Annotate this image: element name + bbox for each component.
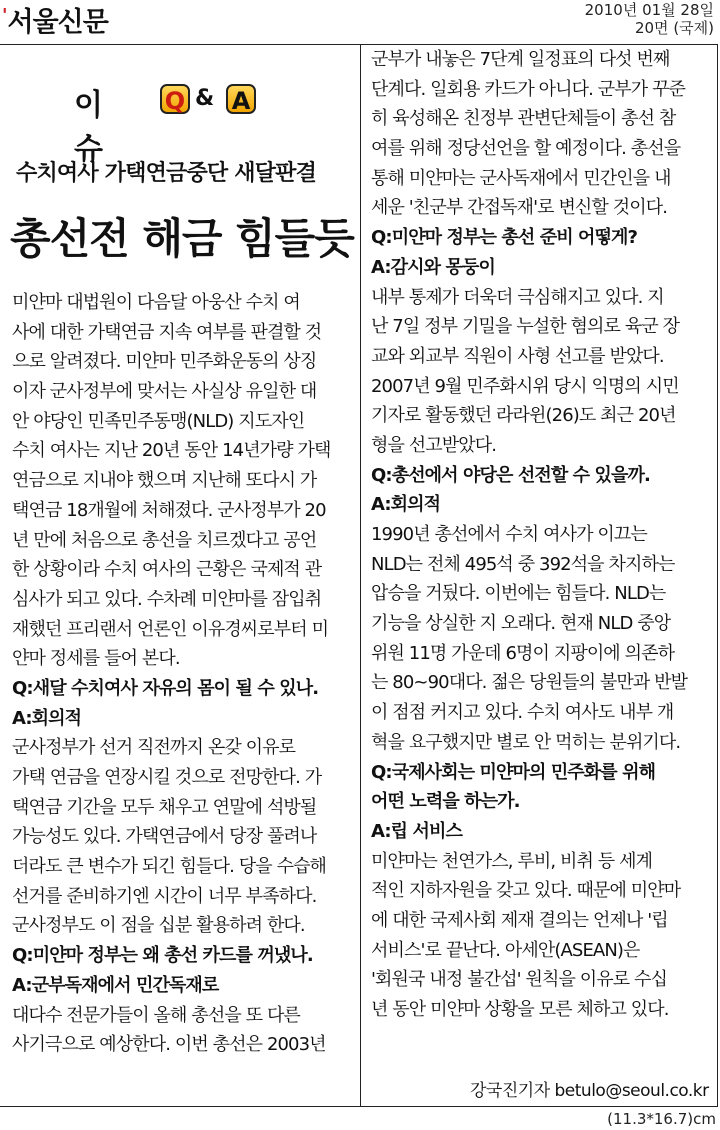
body-line: 통해 미얀마는 군사독재에서 민간인을 내 — [371, 167, 671, 189]
qa-line: Q:총선에서 야당은 선전할 수 있을까. — [371, 464, 650, 486]
subheadline: 수치여사 가택연금중단 새달판결 — [16, 161, 317, 186]
body-line: 1990년 총선에서 수치 여사가 이끄는 — [371, 524, 647, 545]
qa-line: 어떤 노력을 하는가. — [371, 791, 520, 813]
body-line: 형을 선고받았다. — [371, 434, 497, 456]
left-body-text — [12, 288, 352, 1060]
body-line: 이 점점 커지고 있다. 수치 여사도 내부 개 — [371, 702, 674, 724]
headline: 총선전 해금 힘들듯 — [10, 214, 354, 263]
masthead — [0, 0, 720, 44]
body-line: 심사가 되고 있다. 수차례 미얀마를 잠입취 — [12, 588, 322, 610]
body-line: 에 대한 국제사회 제재 결의는 언제나 '립 — [371, 909, 668, 931]
body-line: 년 만에 처음으로 총선을 치르겠다고 공언 — [12, 529, 317, 551]
body-line: 적인 지하자원을 갖고 있다. 때문에 미얀마 — [371, 880, 681, 902]
ampersand: & — [195, 86, 215, 111]
body-line: 택연금 기간을 모두 채우고 연말에 석방될 — [12, 796, 317, 818]
body-line: 한 상황이라 수치 여사의 근황은 국제적 관 — [12, 559, 322, 581]
body-line: 가능성도 있다. 가택연금에서 당장 풀려나 — [12, 826, 317, 848]
body-line: 2007년 9월 민주화시위 당시 익명의 시민 — [371, 375, 679, 397]
qa-line: Q:새달 수치여사 자유의 몸이 될 수 있나. — [12, 677, 319, 699]
body-line: 이자 군사정부에 맞서는 사실상 유일한 대 — [12, 381, 317, 403]
qa-line: A:회의적 — [12, 707, 82, 729]
body-line: 내부 통제가 더욱더 극심해지고 있다. 지 — [371, 286, 664, 308]
newspaper-logo — [2, 0, 108, 39]
body-line: 군부가 내놓은 7단계 일정표의 다섯 번째 — [371, 49, 670, 70]
qa-line: A:감시와 몽둥이 — [371, 256, 495, 278]
body-line: 안 야당인 민족민주동맹(NLD) 지도자인 — [12, 410, 305, 432]
byline: 강국진기자 betulo@seoul.co.kr — [470, 1081, 709, 1101]
body-line: 군사정부가 선거 직전까지 온갖 이유로 — [12, 737, 296, 759]
clipping-size: (11.3*16.7)cm — [607, 1110, 716, 1128]
body-line: 사에 대한 가택연금 지속 여부를 판결할 것 — [12, 321, 322, 343]
logo-mark: ' — [2, 5, 7, 26]
body-line: 여를 위해 정당선언을 할 예정이다. 총선을 — [371, 138, 681, 160]
issue-label: 이슈 — [74, 88, 102, 167]
body-line: 위원 11명 가운데 6명이 지팡이에 의존하 — [371, 642, 675, 664]
body-line: 얀마 정세를 들어 본다. — [12, 648, 180, 670]
body-line: 대다수 전문가들이 올해 총선을 또 다른 — [12, 1004, 300, 1026]
qa-line: Q:미얀마 정부는 총선 준비 어떻게? — [371, 227, 638, 249]
body-line: 압승을 거뒀다. 이번에는 힘들다. NLD는 — [371, 583, 666, 605]
publication-date: 2010년 01월 28일 — [584, 1, 714, 19]
qa-line: Q:미얀마 정부는 왜 총선 카드를 꺼냈나. — [12, 945, 313, 967]
body-line: 난 7일 정부 기밀을 누설한 혐의로 육군 장 — [371, 316, 680, 338]
body-line: 군사정부도 이 점을 십분 활용하려 한다. — [12, 915, 305, 937]
body-line: 년 동안 미얀마 상황을 모른 체하고 있다. — [371, 999, 669, 1020]
body-line: 서비스'로 끝난다. 아세안(ASEAN)은 — [371, 939, 640, 961]
body-line: 가택 연금을 연장시킬 것으로 전망한다. 가 — [12, 767, 322, 788]
body-line: 택연금 18개월에 처해졌다. 군사정부가 20 — [12, 499, 326, 521]
body-line: 미얀마 대법원이 다음달 아웅산 수치 여 — [12, 292, 300, 313]
body-line: 재했던 프리랜서 언론인 이유경씨로부터 미 — [12, 618, 329, 640]
body-line: 기자로 활동했던 라라윈(26)도 최근 20년 — [371, 405, 676, 427]
body-line: 는 80~90대다. 젊은 당원들의 불만과 반발 — [371, 672, 688, 694]
body-line: 미얀마는 천연가스, 루비, 비취 등 세계 — [371, 850, 653, 872]
body-line: 단계다. 일회용 카드가 아니다. 군부가 꾸준 — [371, 78, 686, 100]
right-body-text — [371, 45, 715, 1025]
qa-line: Q:국제사회는 미얀마의 민주화를 위해 — [371, 761, 656, 783]
column-divider — [360, 44, 361, 1107]
a-badge: A — [226, 84, 256, 114]
body-line: 혁을 요구했지만 별로 안 먹히는 분위기다. — [371, 731, 681, 753]
body-line: 선거를 준비하기엔 시간이 너무 부족하다. — [12, 885, 317, 907]
body-line: 더라도 큰 변수가 되긴 힘들다. 당을 수습해 — [12, 856, 327, 878]
body-line: 사기극으로 예상한다. 이번 총선은 2003년 — [12, 1034, 326, 1056]
body-line: 히 육성해온 친정부 관변단체들이 총선 참 — [371, 108, 676, 130]
paper-name: 서울신문 — [7, 7, 108, 38]
body-line: 교와 외교부 직원이 사형 선고를 받았다. — [371, 345, 664, 367]
body-line: 기능을 상실한 지 오래다. 현재 NLD 중앙 — [371, 613, 671, 635]
body-line: 수치 여사는 지난 20년 동안 14년가량 가택 — [12, 440, 331, 462]
qa-line: A:회의적 — [371, 494, 441, 516]
qa-line: A:군부독재에서 민간독재로 — [12, 974, 219, 996]
body-line: 연금으로 지내야 했으며 지난해 또다시 가 — [12, 470, 317, 492]
body-line: '회원국 내정 불간섭' 원칙을 이유로 수십 — [371, 969, 668, 991]
qa-line: A:립 서비스 — [371, 820, 462, 842]
page-section: 20면 (국제) — [634, 19, 714, 37]
body-line: NLD는 전체 495석 중 392석을 차지하는 — [371, 553, 675, 575]
q-badge: Q — [160, 84, 190, 114]
body-line: 으로 알려졌다. 미얀마 민주화운동의 상징 — [12, 351, 317, 373]
dateline — [585, 1, 714, 37]
body-line: 세운 '친군부 간접독재'로 변신할 것이다. — [371, 197, 668, 219]
